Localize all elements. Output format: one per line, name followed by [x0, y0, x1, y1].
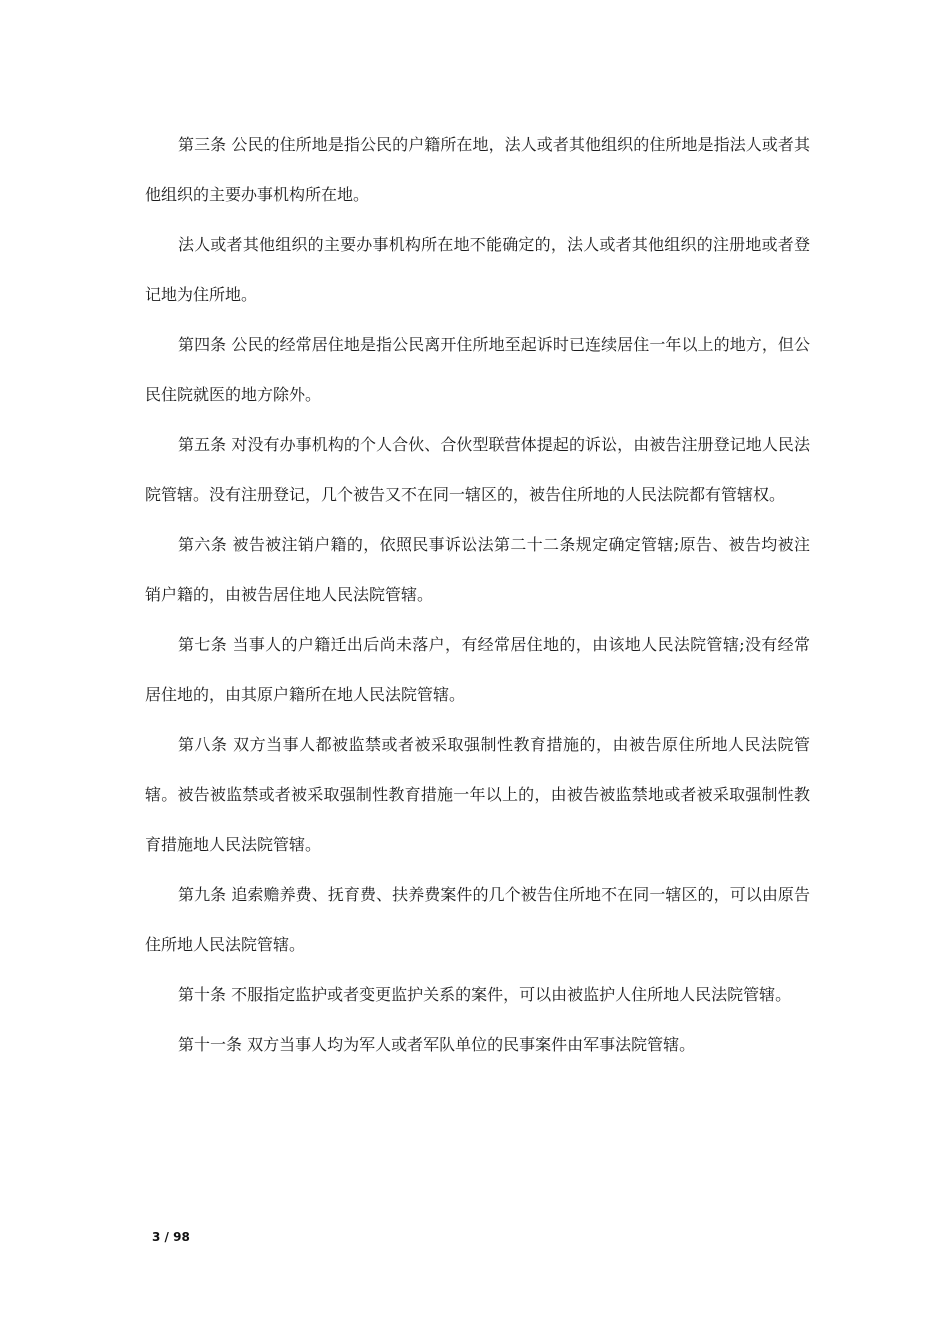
paragraph-article-8: 第八条 双方当事人都被监禁或者被采取强制性教育措施的，由被告原住所地人民法院管辖。被告被监禁或者被采取强制性教育措施一年以上的，由被告被监禁地或者被采取强制性教育措施地人民法院管辖。 [145, 735, 810, 854]
paragraph-article-3: 第三条 公民的住所地是指公民的户籍所在地，法人或者其他组织的住所地是指法人或者其他组织的主要办事机构所在地。 [145, 135, 810, 204]
paragraph-article-9: 第九条 追索赡养费、抚育费、扶养费案件的几个被告住所地不在同一辖区的，可以由原告住所地人民法院管辖。 [145, 885, 810, 954]
paragraph-article-4: 第四条 公民的经常居住地是指公民离开住所地至起诉时已连续居住一年以上的地方，但公民住院就医的地方除外。 [145, 335, 810, 404]
document-body [145, 120, 810, 1070]
paragraph-article-3-clause-2: 法人或者其他组织的主要办事机构所在地不能确定的，法人或者其他组织的注册地或者登记地为住所地。 [145, 235, 810, 304]
paragraph-article-7: 第七条 当事人的户籍迁出后尚未落户，有经常居住地的，由该地人民法院管辖;没有经常居住地的，由其原户籍所在地人民法院管辖。 [145, 635, 810, 704]
page-number: 3 / 98 [152, 1230, 190, 1244]
paragraph-article-11: 第十一条 双方当事人均为军人或者军队单位的民事案件由军事法院管辖。 [178, 1035, 696, 1054]
paragraph-article-5: 第五条 对没有办事机构的个人合伙、合伙型联营体提起的诉讼，由被告注册登记地人民法院管辖。没有注册登记，几个被告又不在同一辖区的，被告住所地的人民法院都有管辖权。 [145, 435, 810, 504]
paragraph-article-10: 第十条 不服指定监护或者变更监护关系的案件，可以由被监护人住所地人民法院管辖。 [178, 985, 792, 1004]
paragraph-article-6: 第六条 被告被注销户籍的，依照民事诉讼法第二十二条规定确定管辖;原告、被告均被注销户籍的，由被告居住地人民法院管辖。 [145, 535, 810, 604]
